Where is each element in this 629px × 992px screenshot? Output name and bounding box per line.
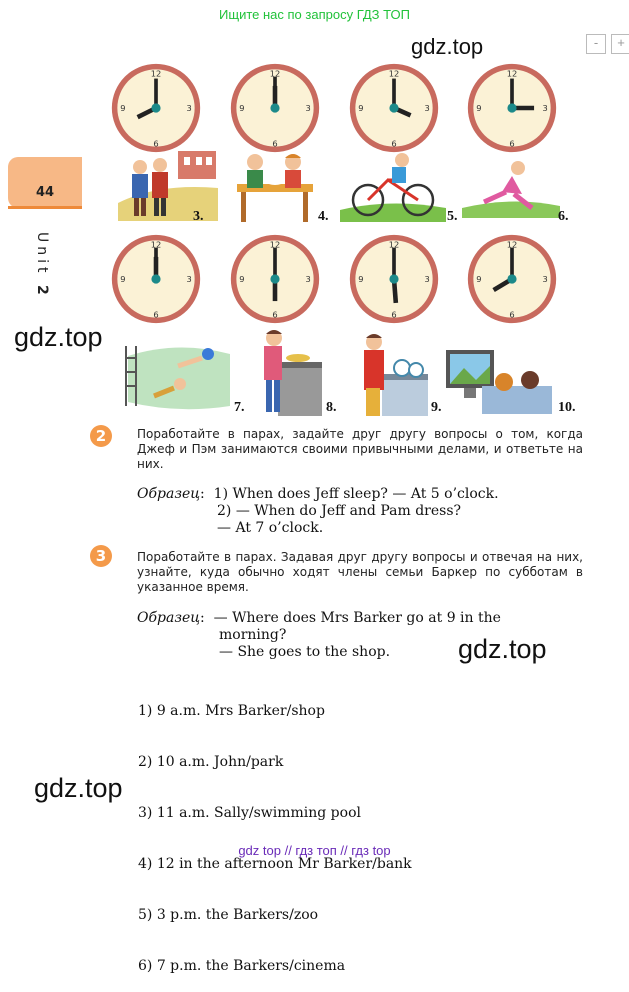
swimming-picture	[118, 336, 236, 416]
svg-text:6: 6	[509, 138, 515, 149]
svg-text:6: 6	[153, 309, 159, 320]
svg-text:6: 6	[509, 309, 515, 320]
svg-text:3: 3	[424, 273, 430, 284]
clock-icon	[110, 62, 202, 154]
svg-text:6: 6	[391, 309, 397, 320]
footer-links[interactable]: gdz top // гдз топ // гдз top	[238, 843, 391, 858]
clock-icon	[348, 62, 440, 154]
picture-number: 7.	[234, 400, 245, 415]
svg-text:12: 12	[506, 239, 518, 250]
svg-text:9: 9	[476, 102, 482, 113]
clock-icon	[110, 233, 202, 325]
svg-text:3: 3	[186, 102, 192, 113]
picture-number: 4.	[318, 209, 329, 224]
page-tab-underline	[8, 206, 82, 209]
svg-text:3: 3	[305, 273, 311, 284]
svg-text:6: 6	[391, 138, 397, 149]
svg-text:9: 9	[476, 273, 482, 284]
svg-text:9: 9	[358, 273, 364, 284]
zoom-in-button[interactable]: +	[611, 34, 629, 54]
example-line: — She goes to the shop.	[219, 644, 391, 660]
svg-text:9: 9	[239, 102, 245, 113]
watermark: gdz.top	[411, 34, 484, 59]
svg-text:9: 9	[358, 102, 364, 113]
svg-text:3: 3	[542, 102, 548, 113]
svg-text:3: 3	[186, 273, 192, 284]
svg-text:6: 6	[272, 309, 278, 320]
clock-icon	[466, 62, 558, 154]
task-list	[138, 669, 412, 992]
cycling-picture	[340, 150, 446, 222]
unit-label	[34, 232, 50, 299]
example-label: Образец	[137, 610, 201, 626]
picture-number: 3.	[193, 209, 204, 224]
picture-number: 5.	[447, 209, 458, 224]
picture-number: 9.	[431, 400, 442, 415]
svg-text:12: 12	[150, 68, 162, 79]
watermark: gdz.top	[34, 773, 123, 803]
clock-icon	[348, 233, 440, 325]
svg-text:12: 12	[269, 239, 281, 250]
svg-text:12: 12	[506, 68, 518, 79]
svg-text:12: 12	[388, 239, 400, 250]
page-tab	[8, 157, 82, 208]
example-line: 2) — When do Jeff and Pam dress?	[217, 503, 462, 519]
example-line: — At 7 o’clock.	[217, 520, 324, 536]
example-block: Образец: — Where does Mrs Barker go at 9 in the morning? — She goes to the shop.	[137, 610, 501, 660]
clock-icon	[229, 62, 321, 154]
svg-text:12: 12	[388, 68, 400, 79]
example-block: Образец: 1) When does Jeff sleep? — At 5 o’clock. 2) — When do Jeff and Pam dress? — At 7 o’clock.	[137, 486, 499, 536]
svg-text:12: 12	[269, 68, 281, 79]
exercise-number-badge: 3	[90, 545, 112, 567]
unit-number: 2	[34, 284, 50, 299]
picture-number: 8.	[326, 400, 337, 415]
washing-dishes-picture	[352, 330, 430, 418]
exercise-instruction: Поработайте в парах, задайте друг другу вопросы о том, когда Джеф и Пэм занимаются своими привычными делами, и ответьте на них.	[137, 427, 583, 471]
list-item: 1) 9 a.m. Mrs Barker/shop	[138, 703, 325, 719]
zoom-out-button[interactable]: -	[586, 34, 606, 54]
watching-tv-picture	[442, 348, 554, 416]
svg-text:9: 9	[120, 273, 126, 284]
example-line: — Where does Mrs Barker go at 9 in the	[213, 610, 501, 626]
clock-icon	[466, 233, 558, 325]
watermark: gdz.top	[14, 322, 103, 352]
eating-breakfast-picture	[233, 150, 317, 224]
example-line: morning?	[219, 627, 287, 643]
page-number: 44	[36, 185, 55, 200]
svg-text:3: 3	[305, 102, 311, 113]
list-item: 3) 11 a.m. Sally/swimming pool	[138, 805, 361, 821]
unit-word: Unit	[34, 232, 50, 277]
list-item: 5) 3 p.m. the Barkers/zoo	[138, 907, 319, 923]
cooking-picture	[256, 326, 326, 418]
watermark: gdz.top	[458, 634, 547, 664]
running-picture	[462, 160, 560, 218]
svg-text:3: 3	[542, 273, 548, 284]
example-line: 1) When does Jeff sleep? — At 5 o’clock.	[213, 486, 499, 502]
picture-number: 6.	[558, 209, 569, 224]
example-label: Образец	[137, 486, 201, 502]
svg-text:9: 9	[239, 273, 245, 284]
list-item: 6) 7 p.m. the Barkers/cinema	[138, 958, 346, 974]
svg-text:6: 6	[153, 138, 159, 149]
list-item: 2) 10 a.m. John/park	[138, 754, 284, 770]
clock-icon	[229, 233, 321, 325]
exercise-instruction: Поработайте в парах. Задавая друг другу вопросы и отвечая на них, узнайте, куда обычно ходят члены семьи Баркер по субботам в указанное время.	[137, 550, 583, 594]
exercise-number-badge: 2	[90, 425, 112, 447]
svg-text:9: 9	[120, 102, 126, 113]
svg-text:6: 6	[272, 138, 278, 149]
picture-number: 10.	[558, 400, 576, 415]
list-item: 4) 12 in the afternoon Mr Barker/bank	[138, 856, 412, 872]
search-banner[interactable]: Ищите нас по запросу ГДЗ ТОП	[219, 7, 410, 22]
svg-text:3: 3	[424, 102, 430, 113]
svg-text:12: 12	[150, 239, 162, 250]
